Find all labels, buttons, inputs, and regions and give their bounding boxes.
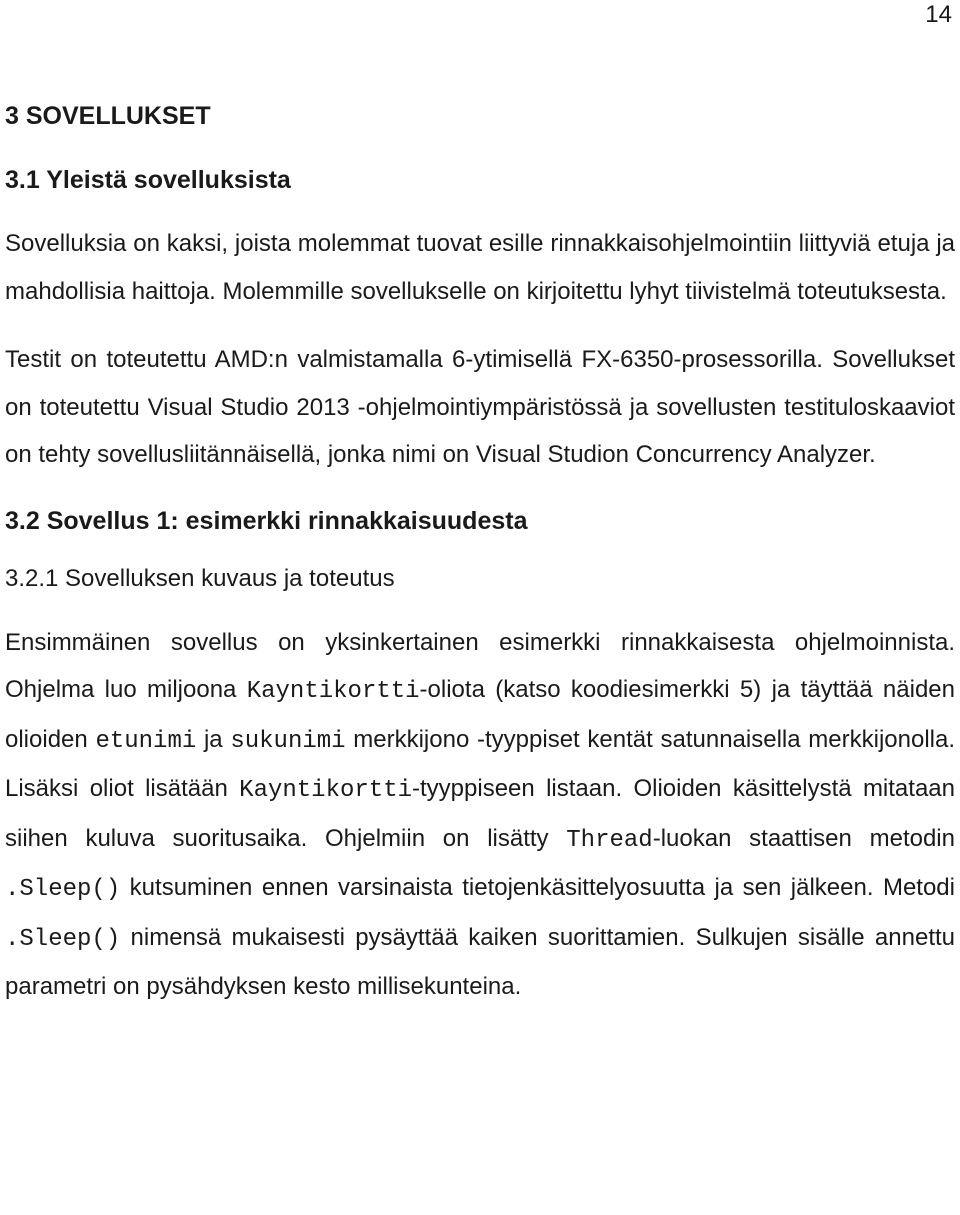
section-3-2-title: 3.2 Sovellus 1: esimerkki rinnakkaisuudesta xyxy=(5,506,528,535)
paragraph-text: kutsuminen ennen varsinaista tietojenkäsittelyosuutta ja sen jälkeen. Metodi xyxy=(120,874,955,901)
paragraph-text: merkkijono -tyyppiset kentät satunnaisella merkkijonolla. Lisäksi oliot lisätään xyxy=(5,725,955,802)
paragraph-text: ja xyxy=(196,725,231,753)
section-3-1-paragraph-1: Sovelluksia on kaksi, joista molemmat tuovat esille rinnakkaisohjelmointiin liittyviä etuja ja mahdollisia haittoja. Molemmille sovellukselle on kirjoitettu lyhyt tiivistelmä toteutuksesta. xyxy=(5,230,955,305)
paragraph-text: -oliota (katso koodiesimerkki 5) ja täyttää näiden olioiden xyxy=(5,676,955,753)
paragraph-text: -tyyppiseen listaan. Olioiden käsittelystä mitataan siihen kuluva suoritusaika. Ohjelmiin on lisätty xyxy=(5,775,955,852)
paragraph-text: -luokan staattisen metodin xyxy=(652,824,955,852)
inline-code: sukunimi xyxy=(230,727,346,755)
inline-code: .Sleep() xyxy=(5,925,121,953)
inline-code: Kayntikortti xyxy=(239,777,412,804)
subsection-3-2-1-paragraph xyxy=(5,619,955,1011)
section-3-1-title: 3.1 Yleistä sovelluksista xyxy=(5,166,291,194)
section-3-1-paragraph-2: Testit on toteutettu AMD:n valmistamalla 6-ytimisellä FX-6350-prosessorilla. Sovellukset on toteutettu Visual Studio 2013 -ohjelmointiympäristössä ja sovellusten testituloskaaviot on tehty sovellusliitännäisellä, jonka nimi on Visual Studion Concurrency Analyzer. xyxy=(5,346,955,468)
chapter-title: 3 SOVELLUKSET xyxy=(5,102,211,130)
inline-code: etunimi xyxy=(95,727,197,755)
inline-code: Kayntikortti xyxy=(246,678,420,705)
inline-code: .Sleep() xyxy=(5,876,121,903)
inline-code: Thread xyxy=(566,826,653,854)
paragraph-text: nimensä mukaisesti pysäyttää kaiken suorittamien. Sulkujen sisälle annettu parametri on pysähdyksen kesto millisekunteina. xyxy=(5,923,955,1000)
page-number: 14 xyxy=(925,1,952,28)
page-content xyxy=(5,96,955,1011)
subsection-3-2-1-title: 3.2.1 Sovelluksen kuvaus ja toteutus xyxy=(5,564,395,592)
paragraph-text: Ensimmäinen sovellus on yksinkertainen esimerkki rinnakkaisesta ohjelmoinnista. Ohjelma luo miljoona xyxy=(5,628,955,703)
